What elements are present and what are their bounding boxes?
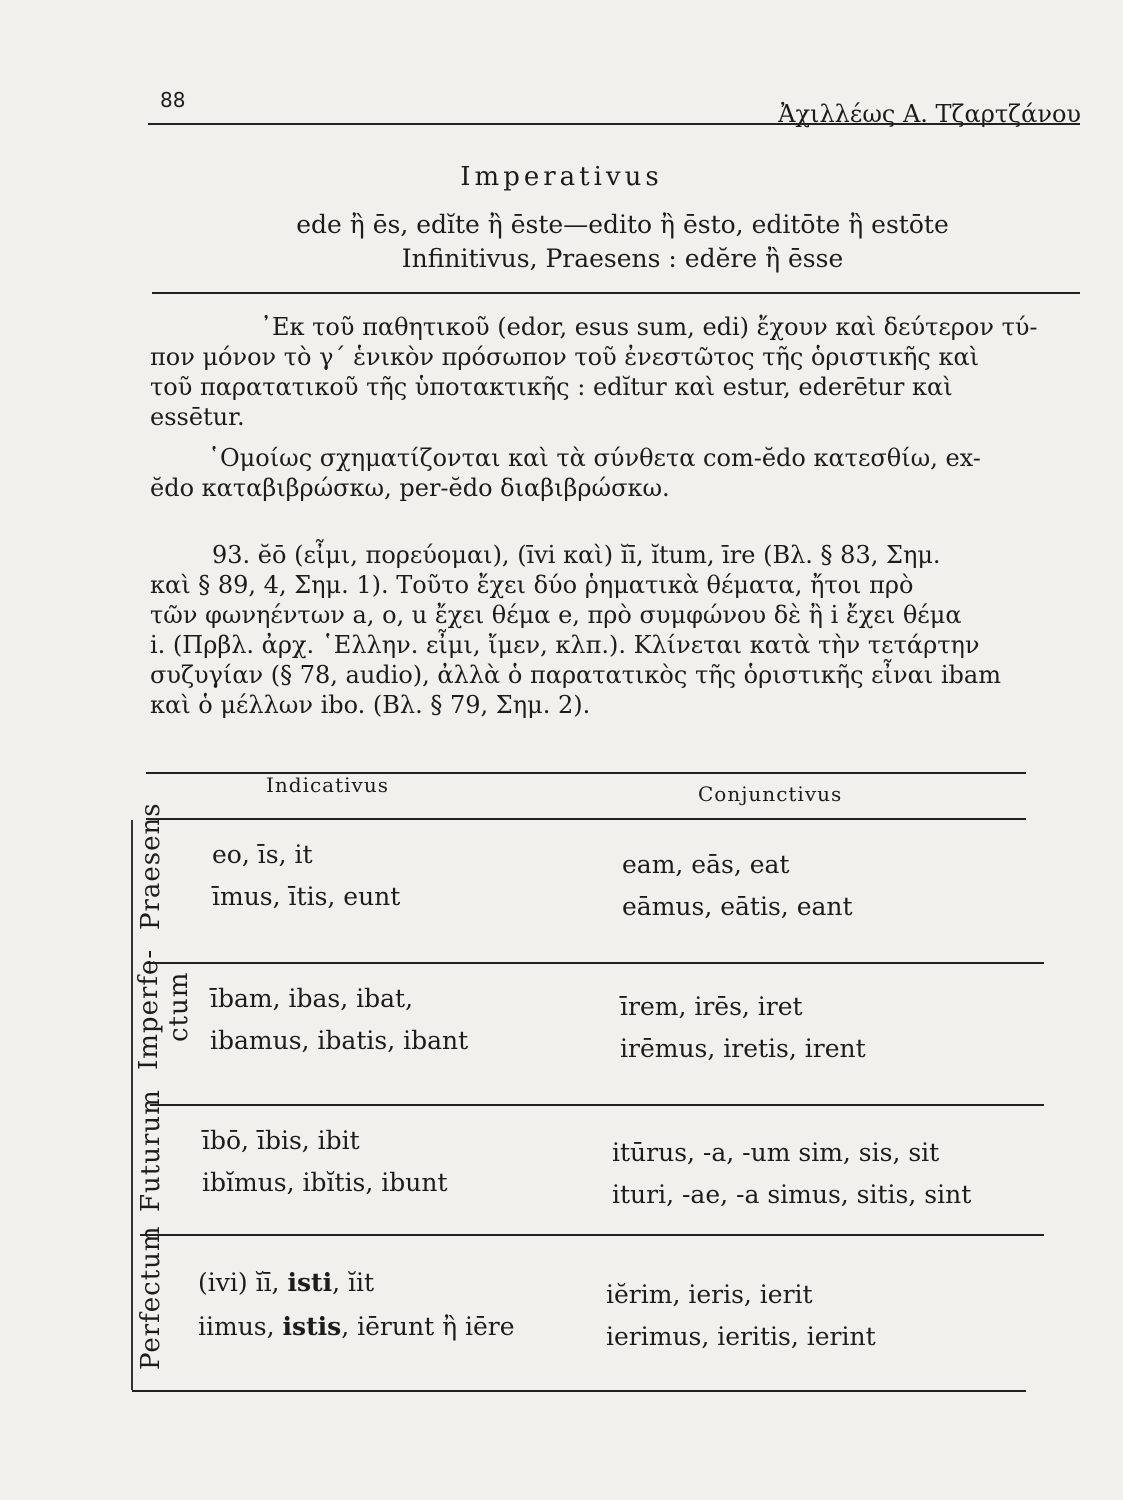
indicative-singular <box>198 1262 374 1304</box>
column-header-indicative: Indicativus <box>266 773 389 797</box>
text-line: συζυγίαν (§ 78, audio), ἀλλὰ ὁ παρατατικὸς τῆς ὁριστικῆς εἶναι ibam <box>150 661 1001 689</box>
conjunctive-plural: irēmus, iretis, irent <box>620 1034 866 1063</box>
text-line: ᾿Εκ τοῦ παθητικοῦ (edor, esus sum, edi) ἔχουν καὶ δεύτερον τύ- <box>260 313 1038 341</box>
indicative-singular: ībam, ibas, ibat, <box>210 984 414 1013</box>
page-number: 88 <box>160 88 186 112</box>
form-text: , iērunt ἢ iēre <box>341 1312 515 1341</box>
row-label-futurum: Futurum <box>136 1089 166 1212</box>
row-label-praesens: Praesens <box>136 802 166 930</box>
paragraph-passive <box>150 312 1070 432</box>
form-text: , ĭit <box>332 1268 375 1297</box>
row-label-imperfectum <box>134 949 194 1070</box>
form-text: (ivi) ĭī, <box>198 1268 288 1297</box>
conjunctive-singular: īrem, irēs, iret <box>620 992 803 1021</box>
imperative-forms: ede ἢ ēs, edĭte ἢ ēste—edito ἢ ēsto, editōte ἢ estōte <box>296 210 949 239</box>
indicative-singular: ībō, ībis, ibit <box>202 1126 360 1155</box>
indicative-plural: īmus, ītis, eunt <box>212 882 401 911</box>
label-column-divider <box>131 820 133 1390</box>
paragraph-compounds <box>150 443 981 503</box>
row-divider <box>146 962 1044 964</box>
running-header-author: Ἀχιλλέως Α. Τζαρτζάνου <box>778 100 1081 128</box>
text-line: πον μόνον τὸ γ΄ ἑνικὸν πρόσωπον τοῦ ἐνεστῶτος τῆς ὁριστικῆς καὶ <box>150 343 980 371</box>
conjunctive-plural: ituri, -ae, -a simus, sitis, sint <box>612 1180 972 1209</box>
text-line: 93. ĕō (εἶμι, πορεύομαι), (īvi καὶ) ĭī, ĭtum, īre (Βλ. § 83, Σημ. <box>212 541 941 569</box>
section-rule <box>152 292 1080 294</box>
text-line: καὶ ὁ μέλλων ibo. (Βλ. § 79, Σημ. 2). <box>150 691 591 719</box>
indicative-plural: ibamus, ibatis, ibant <box>210 1026 469 1055</box>
text-line: essētur. <box>150 403 245 431</box>
text-line: τῶν φωνηέντων a, o, u ἔχει θέμα e, πρὸ συμφώνου δὲ ἢ i ἔχει θέμα <box>150 601 962 629</box>
text-line: ῾Ομοίως σχηματίζονται καὶ τὰ σύνθετα com-ĕdo κατεσθίω, ex- <box>208 444 981 472</box>
form-bold: istis <box>282 1312 342 1341</box>
header-rule <box>148 123 1080 125</box>
table-bottom-rule <box>132 1390 1026 1392</box>
indicative-plural <box>198 1306 515 1348</box>
imperative-title: Imperativus <box>460 162 663 192</box>
indicative-plural: ibĭmus, ibĭtis, ibunt <box>202 1168 448 1197</box>
row-label-perfectum: Perfectum <box>136 1225 166 1370</box>
row-divider <box>150 1104 1044 1106</box>
text-line: ĕdo καταβιβρώσκω, per-ĕdo διαβιβρώσκω. <box>150 474 670 502</box>
conjunctive-singular: iĕrim, ieris, ierit <box>606 1280 813 1309</box>
form-text: iimus, <box>198 1312 283 1341</box>
form-bold: isti <box>287 1268 333 1297</box>
conjunctive-singular: itūrus, -a, -um sim, sis, sit <box>612 1138 940 1167</box>
text-line: i. (Πρβλ. ἀρχ. ῾Ελλην. εἶμι, ἴμεν, κλπ.). Κλίνεται κατὰ τὴν τετάρτην <box>150 631 980 659</box>
table-header-rule <box>146 818 1026 820</box>
conjunctive-plural: eāmus, eātis, eant <box>622 892 853 921</box>
text-line: καὶ § 89, 4, Σημ. 1). Τοῦτο ἔχει δύο ῥηματικὰ θέματα, ἤτοι πρὸ <box>150 571 914 599</box>
conjunctive-singular: eam, eās, eat <box>622 850 790 879</box>
row-label-line: Imperfe- <box>134 948 164 1070</box>
row-divider <box>140 1234 1044 1236</box>
text-line: τοῦ παρατατικοῦ τῆς ὑποτακτικῆς : edĭtur καὶ estur, ederētur καὶ <box>150 373 953 401</box>
row-label-line: ctum <box>164 971 194 1042</box>
indicative-singular: eo, īs, it <box>212 840 313 869</box>
conjunctive-plural: ierimus, ieritis, ierint <box>606 1322 876 1351</box>
column-header-conjunctive: Conjunctivus <box>698 782 843 806</box>
paragraph-section-93 <box>150 540 1001 720</box>
infinitive-forms: Infinitivus, Praesens : edĕre ἢ ēsse <box>401 244 844 273</box>
